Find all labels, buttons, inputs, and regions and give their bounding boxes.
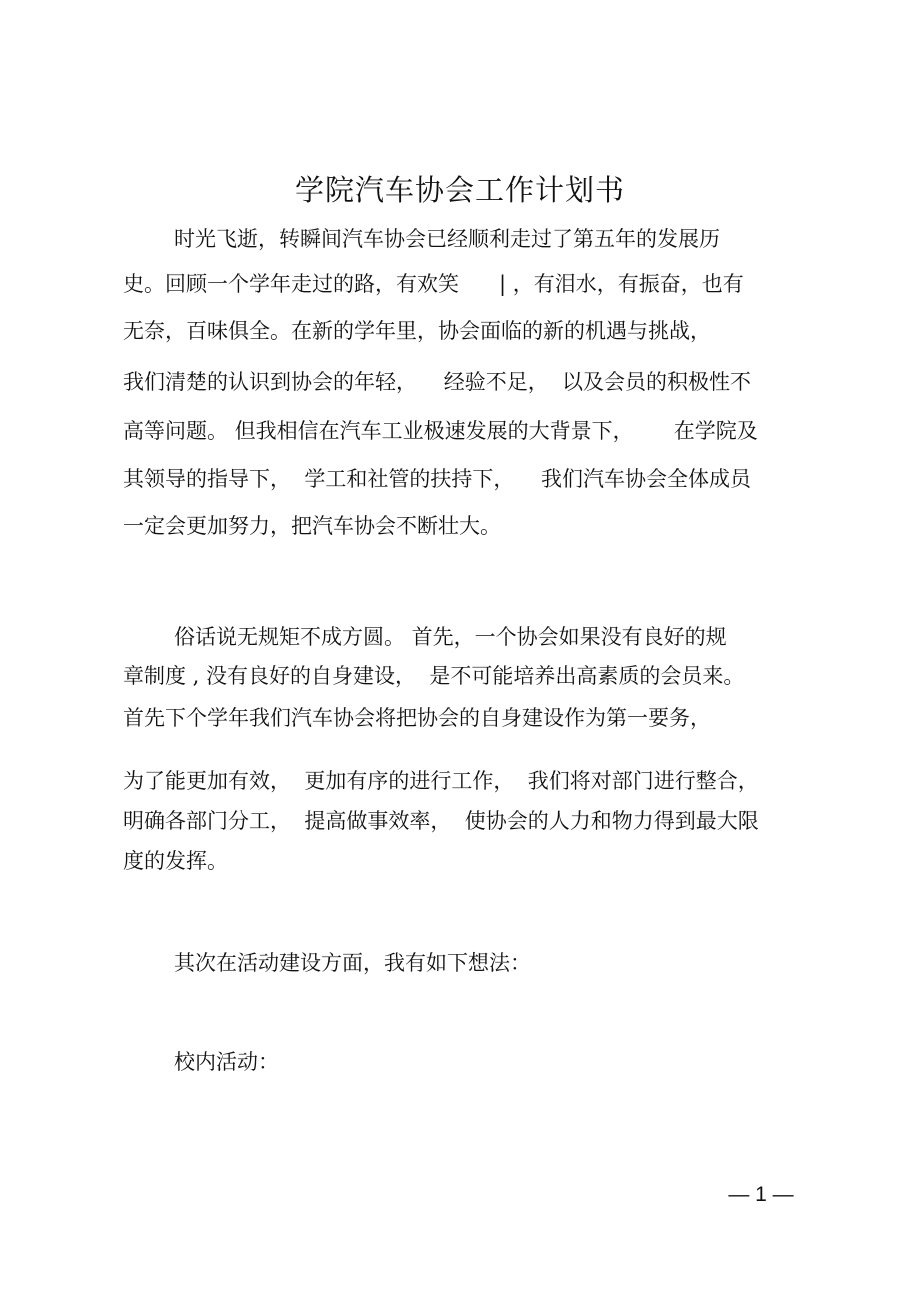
paragraph-2-line-1: 俗话说无规矩不成方圆。 首先，一个协会如果没有良好的规 (174, 625, 727, 649)
paragraph-1-line-5: 高等问题。 但我相信在汽车工业极速发展的大背景下， 在学院及 (123, 419, 758, 443)
paragraph-1-line-4: 我们清楚的认识到协会的年轻， 经验不足， 以及会员的积极性不 (123, 370, 752, 394)
paragraph-2-line-2: 章制度 , 没有良好的自身建设， 是不可能培养出高素质的会员来。 (123, 664, 745, 688)
paragraph-3-line-3: 度的发挥。 (123, 849, 228, 873)
paragraph-3-line-1: 为了能更加有效， 更加有序的进行工作， 我们将对部门进行整合， (123, 769, 759, 793)
paragraph-1-line-2: 史。回顾一个学年走过的路，有欢笑 | ，有泪水，有振奋，也有 (123, 272, 744, 296)
paragraph-1-line-1: 时光飞逝，转瞬间汽车协会已经顺利走过了第五年的发展历 (174, 227, 720, 251)
document-title: 学院汽车协会工作计划书 (294, 173, 625, 207)
paragraph-3-line-2: 明确各部门分工， 提高做事效率， 使协会的人力和物力得到最大限 (123, 809, 759, 833)
paragraph-1-line-3: 无奈，百味俱全。在新的学年里，协会面临的新的机遇与挑战， (123, 319, 711, 343)
page-number: — 1 — (728, 1183, 794, 1206)
activity-intro: 其次在活动建设方面，我有如下想法： (174, 951, 531, 975)
paragraph-1-line-6: 其领导的指导下， 学工和社管的扶持下， 我们汽车协会全体成员 (123, 467, 752, 491)
paragraph-2-line-3: 首先下个学年我们汽车协会将把协会的自身建设作为第一要务， (123, 706, 711, 730)
campus-activity-heading: 校内活动： (174, 1050, 279, 1074)
paragraph-1-line-7: 一定会更加努力，把汽车协会不断壮大。 (123, 514, 501, 538)
